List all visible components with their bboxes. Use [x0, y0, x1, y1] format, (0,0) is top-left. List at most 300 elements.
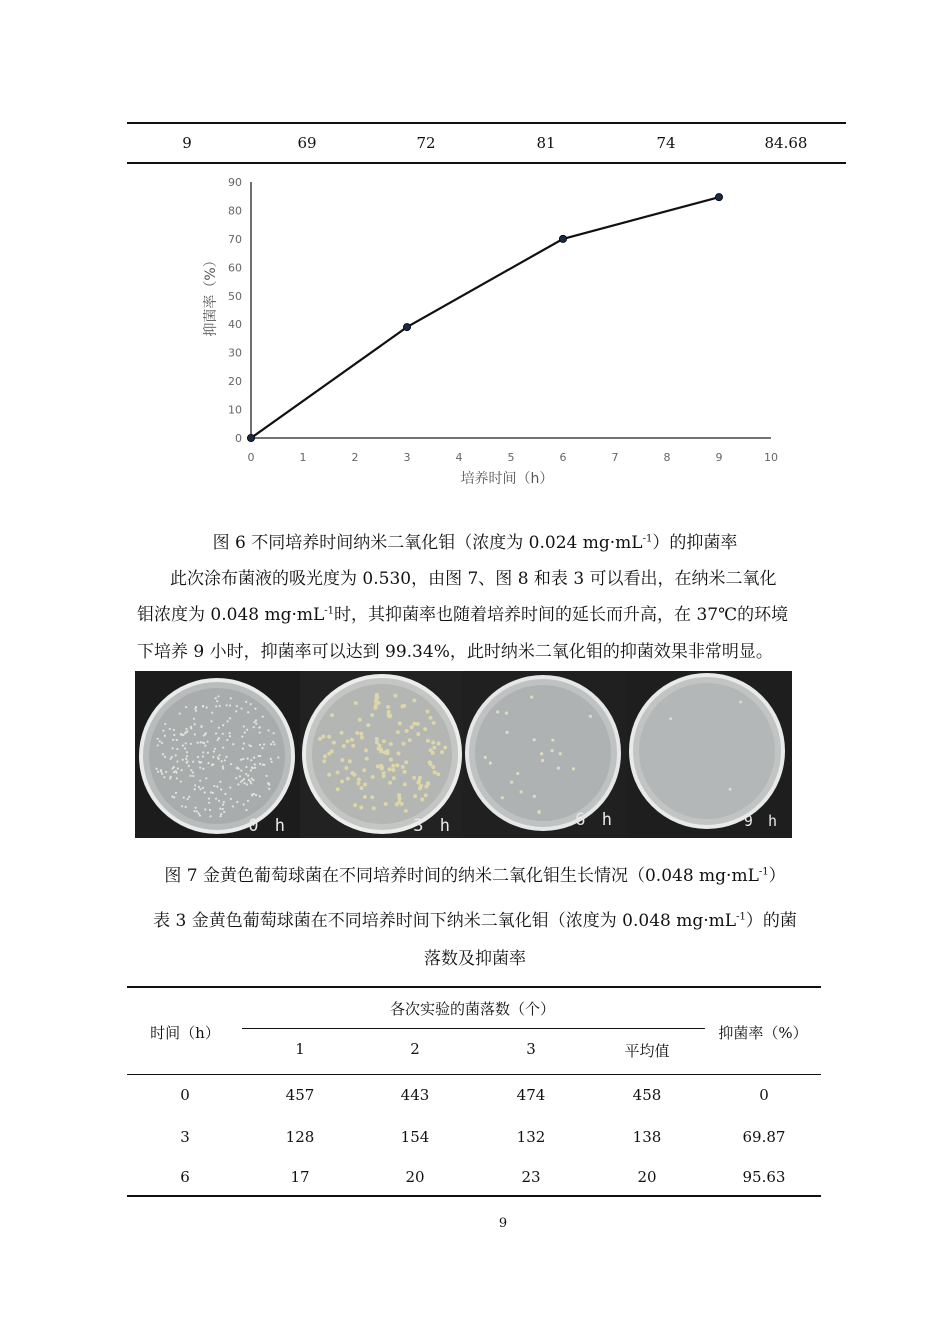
- colony-dot: [175, 754, 177, 756]
- colony-dot: [254, 763, 256, 765]
- colony-dot: [364, 748, 368, 752]
- colony-dot: [400, 802, 404, 806]
- x-axis-label: 培养时间（h）: [460, 471, 554, 487]
- colony-dot: [255, 794, 257, 796]
- colony-dot: [589, 715, 592, 718]
- y-tick-label: 0: [235, 432, 242, 445]
- colony-dot: [172, 747, 174, 749]
- colony-dot: [382, 739, 386, 743]
- table3-title-prefix: 表 3 金黄色葡萄球菌在不同培养时间下纳米二氧化钼（浓度为 0.048 mg·mL: [153, 911, 737, 931]
- colony-dot: [200, 725, 202, 727]
- colony-dot: [572, 767, 575, 770]
- colony-dot: [215, 732, 217, 734]
- colony-dot: [366, 723, 370, 727]
- x-tick-label: 0: [247, 451, 255, 464]
- colony-dot: [208, 797, 210, 799]
- colony-dot: [226, 704, 228, 706]
- colony-dot: [164, 735, 166, 737]
- y-tick-label: 40: [228, 318, 242, 332]
- colony-dot: [192, 775, 194, 777]
- colony-dot: [205, 777, 207, 779]
- figure6-caption-prefix: 图 6 不同培养时间纳米二氧化钼（浓度为 0.024 mg·mL: [212, 533, 643, 553]
- colony-dot: [250, 759, 252, 761]
- colony-dot: [249, 780, 251, 782]
- colony-dot: [182, 745, 184, 747]
- table3-title-line2: 落数及抑菌率: [424, 949, 526, 969]
- body-paragraph-line1: 此次涂布菌液的吸光度为 0.530，由图 7、图 8 和表 3 可以看出，在纳米二氧化: [170, 569, 777, 589]
- colony-dot: [194, 807, 196, 809]
- colony-dot: [370, 713, 374, 717]
- colony-dot: [520, 790, 523, 793]
- colony-dot: [371, 775, 375, 779]
- colony-dot: [251, 766, 253, 768]
- colony-dot: [194, 733, 196, 735]
- colony-dot: [391, 764, 395, 768]
- colony-dot: [176, 777, 178, 779]
- colony-dot: [428, 716, 432, 720]
- table-cell: 17: [290, 1168, 310, 1186]
- page-number: 9: [498, 1216, 508, 1231]
- figure6-line-chart: [180, 165, 800, 495]
- figure6-caption: [0, 528, 950, 553]
- colony-dot: [186, 762, 188, 764]
- colony-dot: [557, 766, 560, 769]
- table-cell: 128: [285, 1128, 315, 1146]
- colony-dot: [248, 744, 250, 746]
- colony-dot: [224, 793, 226, 795]
- colony-dot: [164, 723, 166, 725]
- colony-dot: [530, 696, 533, 699]
- colony-dot: [332, 741, 336, 745]
- photo-time-label: 3 h: [413, 816, 453, 836]
- colony-dot: [423, 727, 427, 731]
- colony-dot: [219, 705, 221, 707]
- colony-dot: [199, 741, 201, 743]
- petri-dish-photo-0h: [135, 671, 300, 838]
- table-cell: 95.63: [742, 1168, 786, 1186]
- colony-dot: [242, 747, 244, 749]
- colony-dot: [223, 801, 225, 803]
- table-cell: 6: [180, 1168, 190, 1186]
- colony-dot: [420, 798, 424, 802]
- colony-dot: [229, 786, 231, 788]
- colony-dot: [398, 721, 402, 725]
- colony-dot: [393, 694, 397, 698]
- colony-dot: [219, 807, 221, 809]
- colony-dot: [263, 743, 265, 745]
- colony-dot: [389, 742, 393, 746]
- colony-dot: [484, 756, 487, 759]
- data-point: [403, 323, 410, 330]
- colony-dot: [157, 744, 159, 746]
- colony-dot: [213, 750, 215, 752]
- colony-dot: [506, 731, 509, 734]
- colony-dot: [218, 754, 220, 756]
- colony-dot: [199, 767, 201, 769]
- colony-dot: [222, 765, 224, 767]
- colony-dot: [224, 759, 226, 761]
- colony-dot: [356, 782, 360, 786]
- colony-dot: [327, 735, 331, 739]
- colony-dot: [232, 743, 234, 745]
- colony-dot: [202, 755, 204, 757]
- y-tick-label: 70: [228, 232, 242, 246]
- y-tick-label: 80: [228, 204, 242, 218]
- colony-dot: [533, 795, 536, 798]
- body-paragraph-line2: [137, 600, 837, 625]
- colony-dot: [431, 751, 435, 755]
- colony-dot: [327, 752, 331, 756]
- colony-dot: [236, 766, 238, 768]
- table3-rule-header-bottom: [127, 1074, 821, 1075]
- colony-dot: [353, 803, 357, 807]
- colony-dot: [163, 776, 165, 778]
- colony-dot: [246, 729, 248, 731]
- colony-dot: [247, 711, 249, 713]
- petri-dish-3h-graphic: [300, 671, 463, 838]
- colony-dot: [189, 775, 191, 777]
- colony-dot: [176, 739, 178, 741]
- colony-dot: [373, 706, 377, 710]
- colony-dot: [440, 750, 444, 754]
- colony-dot: [172, 739, 174, 741]
- table3-rule-top: [127, 986, 821, 988]
- colony-dot: [197, 756, 199, 758]
- colony-dot: [216, 786, 218, 788]
- colony-dot: [204, 745, 206, 747]
- colony-dot: [396, 730, 400, 734]
- photo-time-label: 9 h: [743, 812, 780, 830]
- colony-dot: [271, 761, 273, 763]
- colony-dot: [426, 739, 430, 743]
- photo-time-label: 0 h: [248, 816, 288, 836]
- colony-dot: [404, 760, 408, 764]
- colony-dot: [247, 800, 249, 802]
- colony-dot: [186, 755, 188, 757]
- top-table-cell: 81: [536, 134, 556, 152]
- colony-dot: [220, 813, 222, 815]
- colony-dot: [180, 733, 182, 735]
- colony-dot: [358, 718, 362, 722]
- petri-dish-photo-6h: [463, 671, 627, 838]
- colony-dot: [185, 728, 187, 730]
- colony-dot: [428, 760, 432, 764]
- colony-dot: [214, 748, 216, 750]
- x-tick-label: 10: [764, 451, 778, 464]
- colony-dot: [410, 725, 414, 729]
- colony-dot: [206, 706, 208, 708]
- x-tick-label: 7: [611, 451, 619, 464]
- colony-dot: [210, 720, 212, 722]
- colony-dot: [363, 782, 367, 786]
- colony-dot: [424, 793, 428, 797]
- colony-dot: [245, 773, 247, 775]
- colony-dot: [173, 771, 175, 773]
- colony-dot: [389, 758, 393, 762]
- figure6-caption-suffix: ）的抑菌率: [652, 533, 738, 553]
- figure7-caption: [0, 861, 950, 886]
- colony-dot: [403, 770, 407, 774]
- colony-dot: [247, 757, 249, 759]
- table3-title-suffix: ）的菌: [745, 911, 797, 931]
- colony-dot: [210, 815, 212, 817]
- colony-dot: [379, 764, 383, 768]
- top-table-cell: 9: [182, 134, 192, 152]
- colony-dot: [220, 788, 222, 790]
- colony-dot: [194, 708, 196, 710]
- colony-dot: [340, 780, 344, 784]
- colony-dot: [210, 791, 212, 793]
- colony-dot: [186, 730, 188, 732]
- colony-dot: [232, 805, 234, 807]
- y-tick-label: 50: [228, 289, 242, 303]
- colony-dot: [199, 788, 201, 790]
- colony-dot: [207, 752, 209, 754]
- colony-dot: [253, 757, 255, 759]
- colony-dot: [183, 797, 185, 799]
- colony-dot: [204, 791, 206, 793]
- colony-dot: [235, 710, 237, 712]
- colony-dot: [229, 735, 231, 737]
- colony-dot: [179, 713, 181, 715]
- top-table-cell: 69: [297, 134, 317, 152]
- colony-dot: [229, 704, 231, 706]
- colony-dot: [188, 796, 190, 798]
- colony-dot: [359, 732, 363, 736]
- photo-time-label: 6 h: [575, 810, 615, 830]
- colony-dot: [360, 736, 364, 740]
- colony-dot: [496, 710, 499, 713]
- colony-dot: [397, 751, 401, 755]
- x-tick-label: 9: [715, 451, 723, 464]
- table3-header-sub: 1: [295, 1040, 305, 1058]
- colony-dot: [199, 780, 201, 782]
- y-tick-label: 90: [228, 176, 242, 189]
- table3-header-sub: 3: [526, 1040, 536, 1058]
- colony-dot: [165, 771, 167, 773]
- colony-dot: [190, 743, 192, 745]
- figure7-caption-suffix: ）: [768, 866, 786, 886]
- colony-dot: [252, 779, 254, 781]
- colony-dot: [211, 764, 213, 766]
- colony-dot: [254, 767, 256, 769]
- colony-dot: [219, 781, 221, 783]
- colony-dot: [388, 781, 392, 785]
- colony-dot: [171, 756, 173, 758]
- colony-dot: [157, 738, 159, 740]
- colony-dot: [226, 720, 228, 722]
- colony-dot: [240, 707, 242, 709]
- colony-dot: [262, 716, 264, 718]
- colony-dot: [383, 751, 387, 755]
- data-point: [715, 194, 722, 201]
- colony-dot: [261, 747, 263, 749]
- colony-dot: [164, 756, 166, 758]
- colony-dot: [225, 756, 227, 758]
- colony-dot: [181, 805, 183, 807]
- colony-dot: [177, 767, 179, 769]
- colony-dot: [395, 763, 399, 767]
- colony-dot: [375, 740, 379, 744]
- colony-dot: [253, 726, 255, 728]
- colony-dot: [182, 759, 184, 761]
- y-tick-label: 10: [228, 403, 242, 417]
- colony-dot: [243, 742, 245, 744]
- colony-dot: [321, 734, 325, 738]
- table3-header-sub: 2: [410, 1040, 420, 1058]
- colony-dot: [222, 767, 224, 769]
- colony-dot: [318, 737, 322, 741]
- colony-dot: [202, 768, 204, 770]
- colony-dot: [505, 711, 508, 714]
- colony-dot: [270, 743, 272, 745]
- colony-dot: [184, 747, 186, 749]
- colony-dot: [237, 783, 239, 785]
- chart-series: [247, 194, 722, 442]
- colony-dot: [259, 726, 261, 728]
- colony-dot: [215, 798, 217, 800]
- colony-dot: [323, 754, 327, 758]
- colony-dot: [259, 795, 261, 797]
- colony-dot: [376, 764, 380, 768]
- colony-dot: [175, 792, 177, 794]
- colony-dot: [533, 738, 536, 741]
- colony-dot: [375, 695, 379, 699]
- colony-dot: [559, 752, 562, 755]
- y-tick-labels: [228, 176, 242, 445]
- colony-dot: [161, 773, 163, 775]
- colony-dot: [245, 809, 247, 811]
- colony-dot: [362, 768, 366, 772]
- colony-dot: [250, 782, 252, 784]
- colony-dot: [739, 701, 742, 704]
- table-cell: 132: [516, 1128, 546, 1146]
- colony-dot: [253, 721, 255, 723]
- colony-dot: [195, 710, 197, 712]
- figure6-caption-sup: -1: [642, 533, 653, 545]
- colony-dot: [259, 744, 261, 746]
- colony-dot: [220, 815, 222, 817]
- series-line: [251, 197, 719, 438]
- x-tick-label: 1: [299, 451, 307, 464]
- colony-dot: [433, 770, 437, 774]
- colony-dot: [173, 734, 175, 736]
- colony-dot: [207, 762, 209, 764]
- paragraph-line2-sup: -1: [324, 605, 335, 617]
- colony-dot: [203, 734, 205, 736]
- colony-dot: [258, 755, 260, 757]
- table3-header-time: 时间（h）: [150, 1024, 220, 1042]
- colony-dot: [169, 728, 171, 730]
- colony-dot: [218, 758, 220, 760]
- top-table-cell: 84.68: [764, 134, 808, 152]
- petri-dish-photo-9h: [627, 671, 792, 838]
- table-cell: 0: [180, 1086, 190, 1104]
- colony-dot: [250, 703, 252, 705]
- y-tick-label: 30: [228, 346, 242, 360]
- colony-dot: [230, 763, 232, 765]
- colony-dot: [240, 759, 242, 761]
- body-paragraph-line3: 下培养 9 小时，抑菌率可以达到 99.34%，此时纳米二氧化钼的抑菌效果非常明显。: [137, 642, 773, 662]
- colony-dot: [370, 795, 374, 799]
- colony-dot: [160, 769, 162, 771]
- colony-dot: [379, 749, 383, 753]
- colony-dot: [268, 788, 270, 790]
- colony-dot: [551, 739, 554, 742]
- colony-dot: [416, 722, 420, 726]
- colony-dot: [205, 732, 207, 734]
- colony-dot: [418, 786, 422, 790]
- colony-dot: [222, 808, 224, 810]
- colony-dot: [357, 778, 361, 782]
- colony-dot: [181, 769, 183, 771]
- table-cell: 458: [632, 1086, 662, 1104]
- colony-dot: [372, 806, 376, 810]
- colony-dot: [412, 722, 416, 726]
- x-tick-label: 2: [351, 451, 359, 464]
- colony-dot: [176, 760, 178, 762]
- colony-dot: [176, 748, 178, 750]
- colony-dot: [489, 762, 492, 765]
- colony-dot: [192, 761, 194, 763]
- colony-dot: [405, 729, 409, 733]
- colony-dot: [199, 814, 201, 816]
- colony-dot: [382, 774, 386, 778]
- colony-dot: [202, 751, 204, 753]
- colony-dot: [243, 778, 245, 780]
- colony-dot: [432, 721, 436, 725]
- colony-dot: [322, 759, 326, 763]
- colony-dot: [193, 810, 195, 812]
- colony-dot: [173, 796, 175, 798]
- colony-dot: [402, 742, 406, 746]
- colony-dot: [277, 756, 279, 758]
- petri-dish-0h-graphic: [135, 671, 300, 838]
- colony-dot: [161, 742, 163, 744]
- colony-dot: [216, 700, 218, 702]
- table3-header-sub: 平均值: [624, 1042, 670, 1060]
- data-point: [247, 434, 254, 441]
- colony-dot: [387, 767, 391, 771]
- colony-dot: [208, 802, 210, 804]
- table-cell: 154: [400, 1128, 430, 1146]
- paragraph-line2-prefix: 钼浓度为 0.048 mg·mL: [137, 605, 325, 625]
- colony-dot: [239, 775, 241, 777]
- table-cell: 3: [180, 1128, 190, 1146]
- colony-dot: [202, 705, 204, 707]
- colony-dot: [242, 758, 244, 760]
- colony-dot: [669, 717, 672, 720]
- table-cell: 0: [759, 1086, 769, 1104]
- colony-dot: [243, 803, 245, 805]
- colony-dot: [245, 701, 247, 703]
- colony-dot: [169, 777, 171, 779]
- colony-dot: [221, 760, 223, 762]
- colony-dot: [222, 733, 224, 735]
- y-axis-label: 抑菌率（%）: [203, 253, 219, 337]
- colony-dot: [194, 723, 196, 725]
- x-tick-label: 4: [455, 451, 463, 464]
- colony-dot: [400, 705, 404, 709]
- colony-dot: [247, 775, 249, 777]
- colony-dot: [229, 717, 231, 719]
- colony-dot: [330, 713, 334, 717]
- table3-rule-bottom: [127, 1195, 821, 1197]
- colony-dot: [391, 768, 395, 772]
- colony-dot: [412, 698, 416, 702]
- top-table-rule-bottom: [127, 162, 846, 164]
- table-cell: 138: [632, 1128, 662, 1146]
